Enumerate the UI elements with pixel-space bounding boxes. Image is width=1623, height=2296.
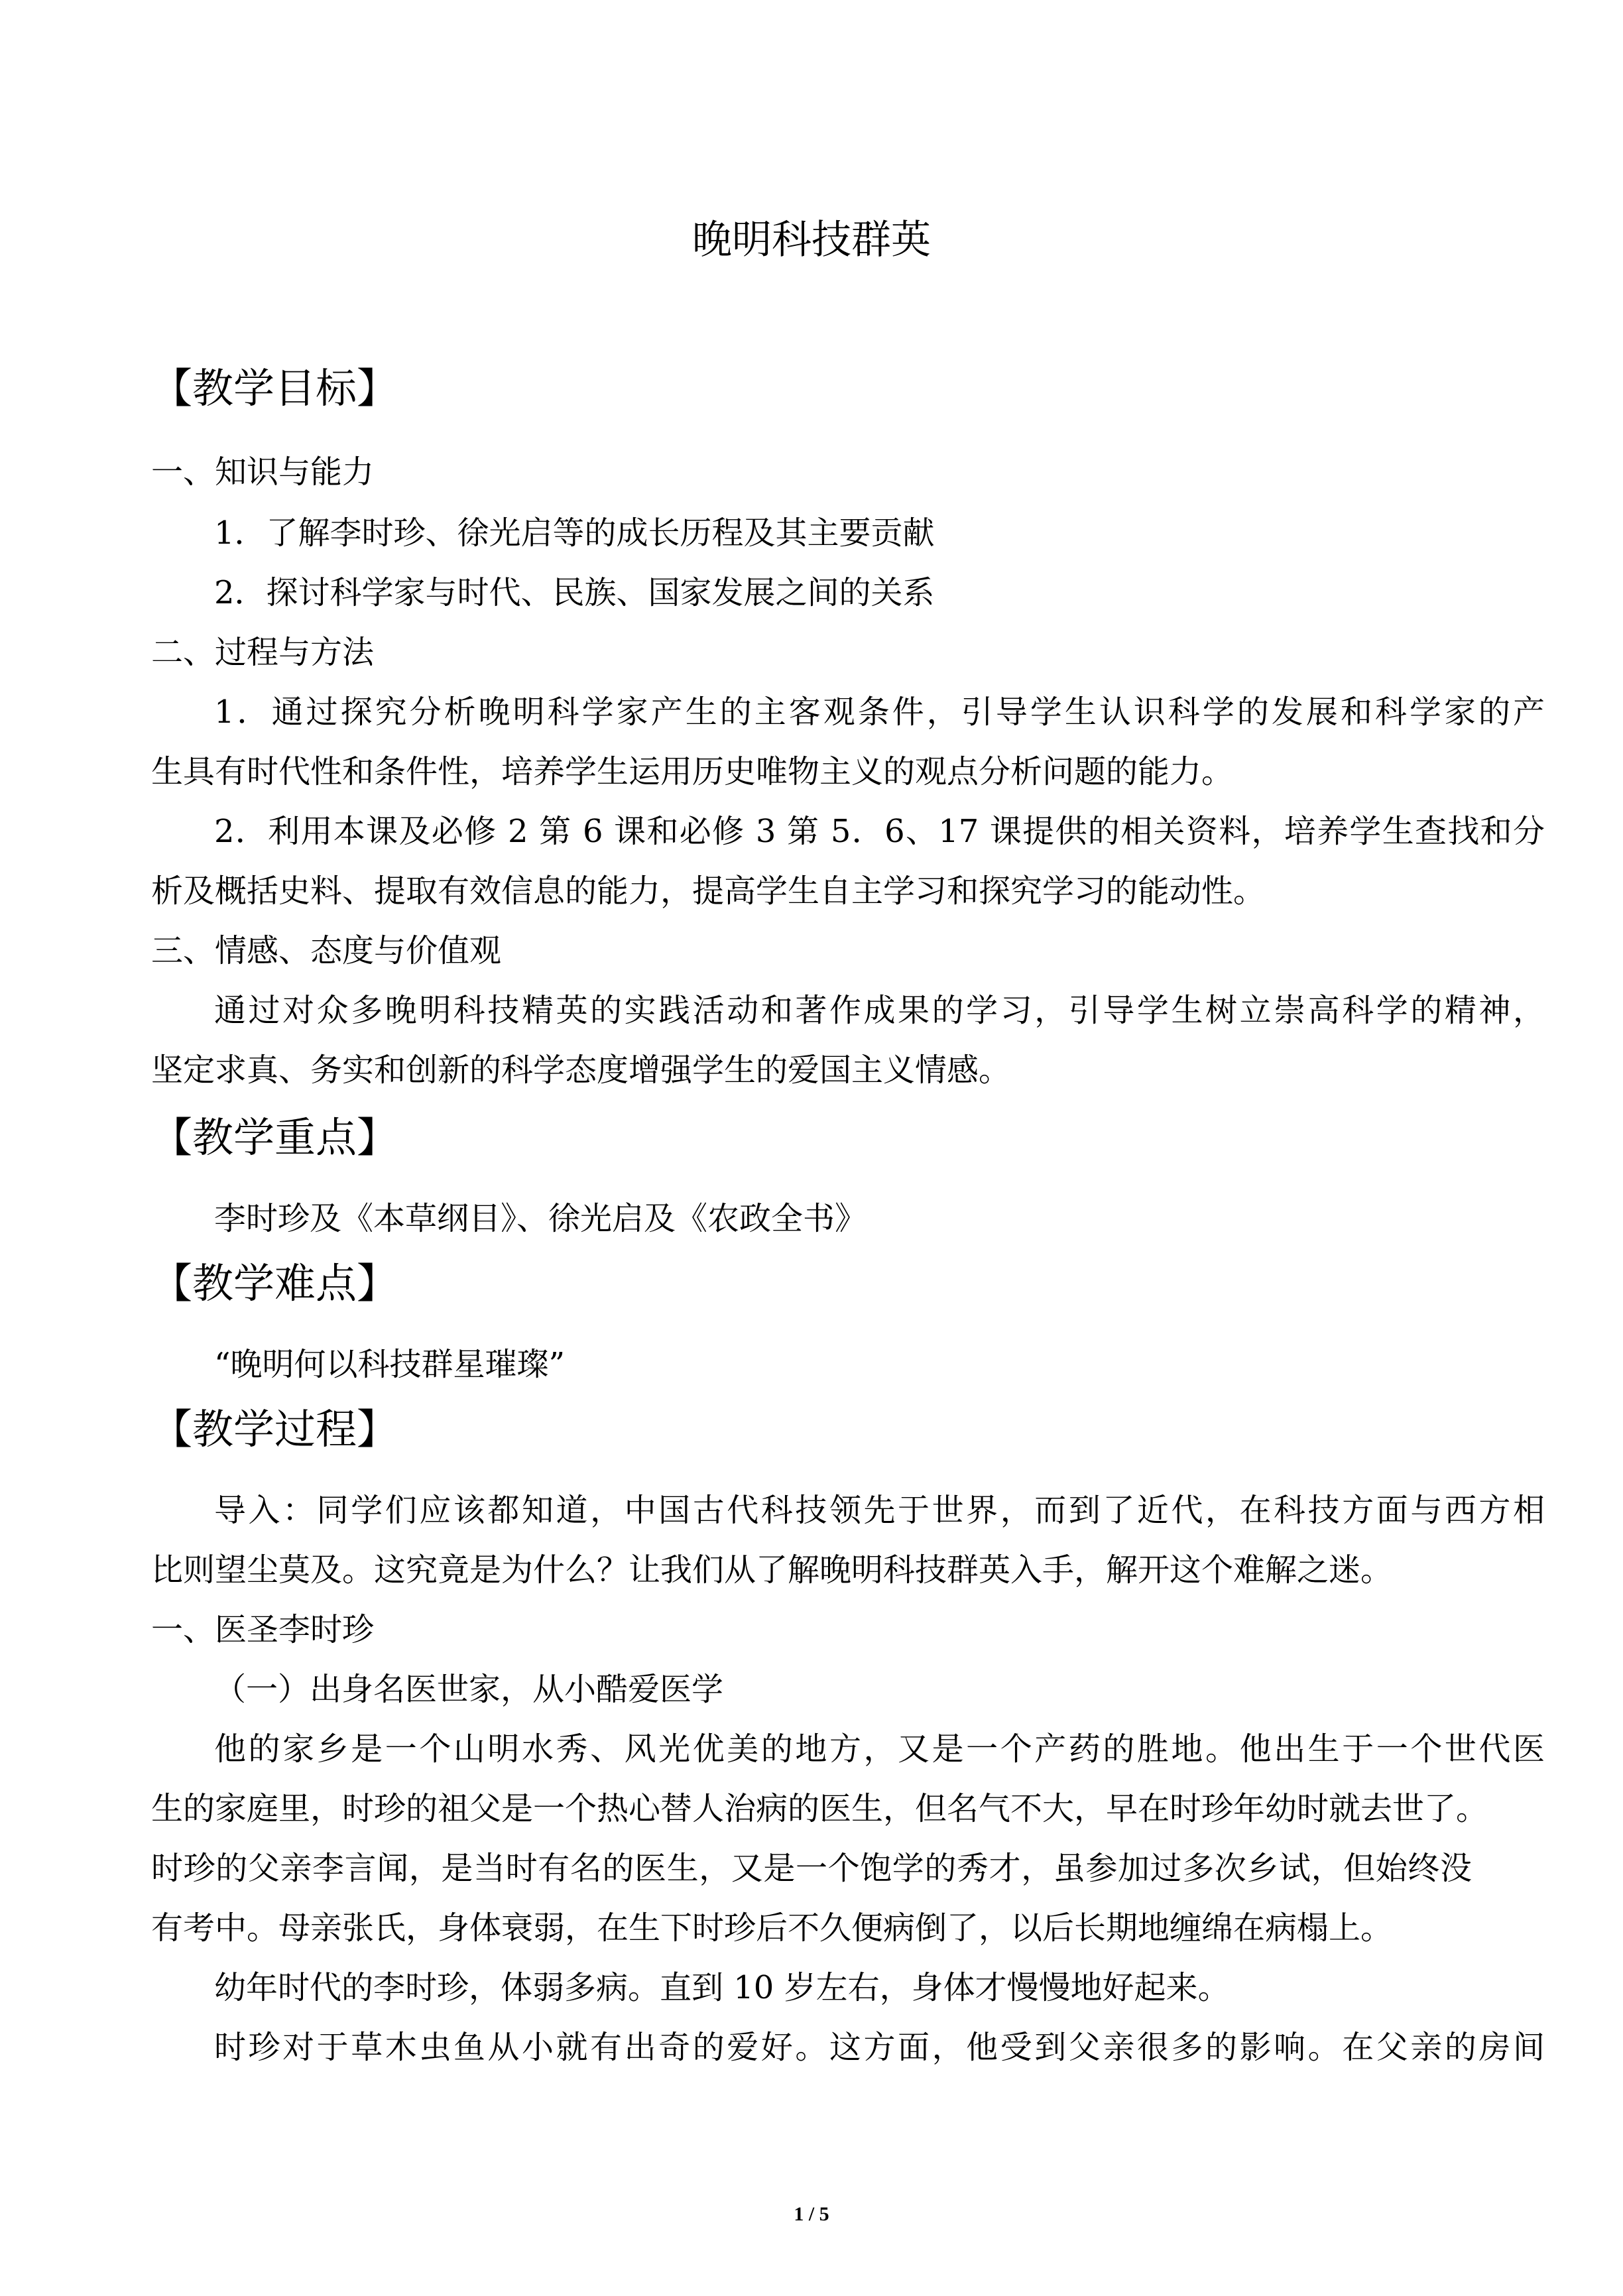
section-process-title: 二、过程与方法 <box>151 634 375 671</box>
paragraph-line: 生的家庭里，时珍的祖父是一个热心替人治病的医生，但名气不大，早在时珍年幼时就去世了。 <box>151 1790 1488 1827</box>
section-lishizhen-title: 一、医圣李时珍 <box>151 1611 375 1648</box>
keypoints-text: 李时珍及《本草纲目》、徐光启及《农政全书》 <box>214 1200 867 1237</box>
paragraph-line: 通过对众多晚明科技精英的实践活动和著作成果的学习，引导学生树立崇高科学的精神， <box>214 992 1545 1029</box>
paragraph-line: 1．通过探究分析晚明科学家产生的主客观条件，引导学生认识科学的发展和科学家的产 <box>214 694 1545 731</box>
paragraph-line: 时珍的父亲李言闻，是当时有名的医生，又是一个饱学的秀才，虽参加过多次乡试，但始终没 <box>151 1850 1472 1887</box>
paragraph-line: 坚定求真、务实和创新的科学态度增强学生的爱国主义情感。 <box>151 1052 1011 1089</box>
paragraph-line: 生具有时代性和条件性，培养学生运用历史唯物主义的观点分析问题的能力。 <box>151 753 1234 790</box>
subsection-title: （一）出身名医世家，从小酷爱医学 <box>214 1671 724 1708</box>
difficulty-heading: 【教学难点】 <box>151 1259 398 1307</box>
objectives-heading: 【教学目标】 <box>151 364 398 412</box>
paragraph-line: 他的家乡是一个山明水秀、风光优美的地方，又是一个产药的胜地。他出生于一个世代医 <box>214 1730 1545 1768</box>
document-title: 晚明科技群英 <box>692 217 931 263</box>
difficulty-text: “晚明何以科技群星璀璨” <box>214 1346 566 1383</box>
paragraph-line: 幼年时代的李时珍，体弱多病。直到 10 岁左右，身体才慢慢地好起来。 <box>214 1969 1230 2006</box>
paragraph-line: 2．利用本课及必修 2 第 6 课和必修 3 第 5．6、17 课提供的相关资料，培养学生查找和分 <box>214 813 1545 850</box>
paragraph-line: 比则望尘莫及。这究竟是为什么？让我们从了解晚明科技群英入手，解开这个难解之迷。 <box>151 1551 1393 1589</box>
process-heading: 【教学过程】 <box>151 1405 398 1453</box>
paragraph-line: 析及概括史料、提取有效信息的能力，提高学生自主学习和探究学习的能动性。 <box>151 873 1266 910</box>
section-values-title: 三、情感、态度与价值观 <box>151 932 502 969</box>
paragraph-line: 有考中。母亲张氏，身体衰弱，在生下时珍后不久便病倒了，以后长期地缠绵在病榻上。 <box>151 1909 1393 1947</box>
paragraph-line: 导入：同学们应该都知道，中国古代科技领先于世界，而到了近代，在科技方面与西方相 <box>214 1492 1545 1529</box>
page-number: 1 / 5 <box>794 2203 829 2225</box>
paragraph-line: 时珍对于草木虫鱼从小就有出奇的爱好。这方面，他受到父亲很多的影响。在父亲的房间 <box>214 2029 1545 2066</box>
section-knowledge-title: 一、知识与能力 <box>151 453 375 491</box>
list-item: 2．探讨科学家与时代、民族、国家发展之间的关系 <box>214 574 935 611</box>
list-item: 1．了解李时珍、徐光启等的成长历程及其主要贡献 <box>214 514 935 552</box>
keypoints-heading: 【教学重点】 <box>151 1113 398 1162</box>
